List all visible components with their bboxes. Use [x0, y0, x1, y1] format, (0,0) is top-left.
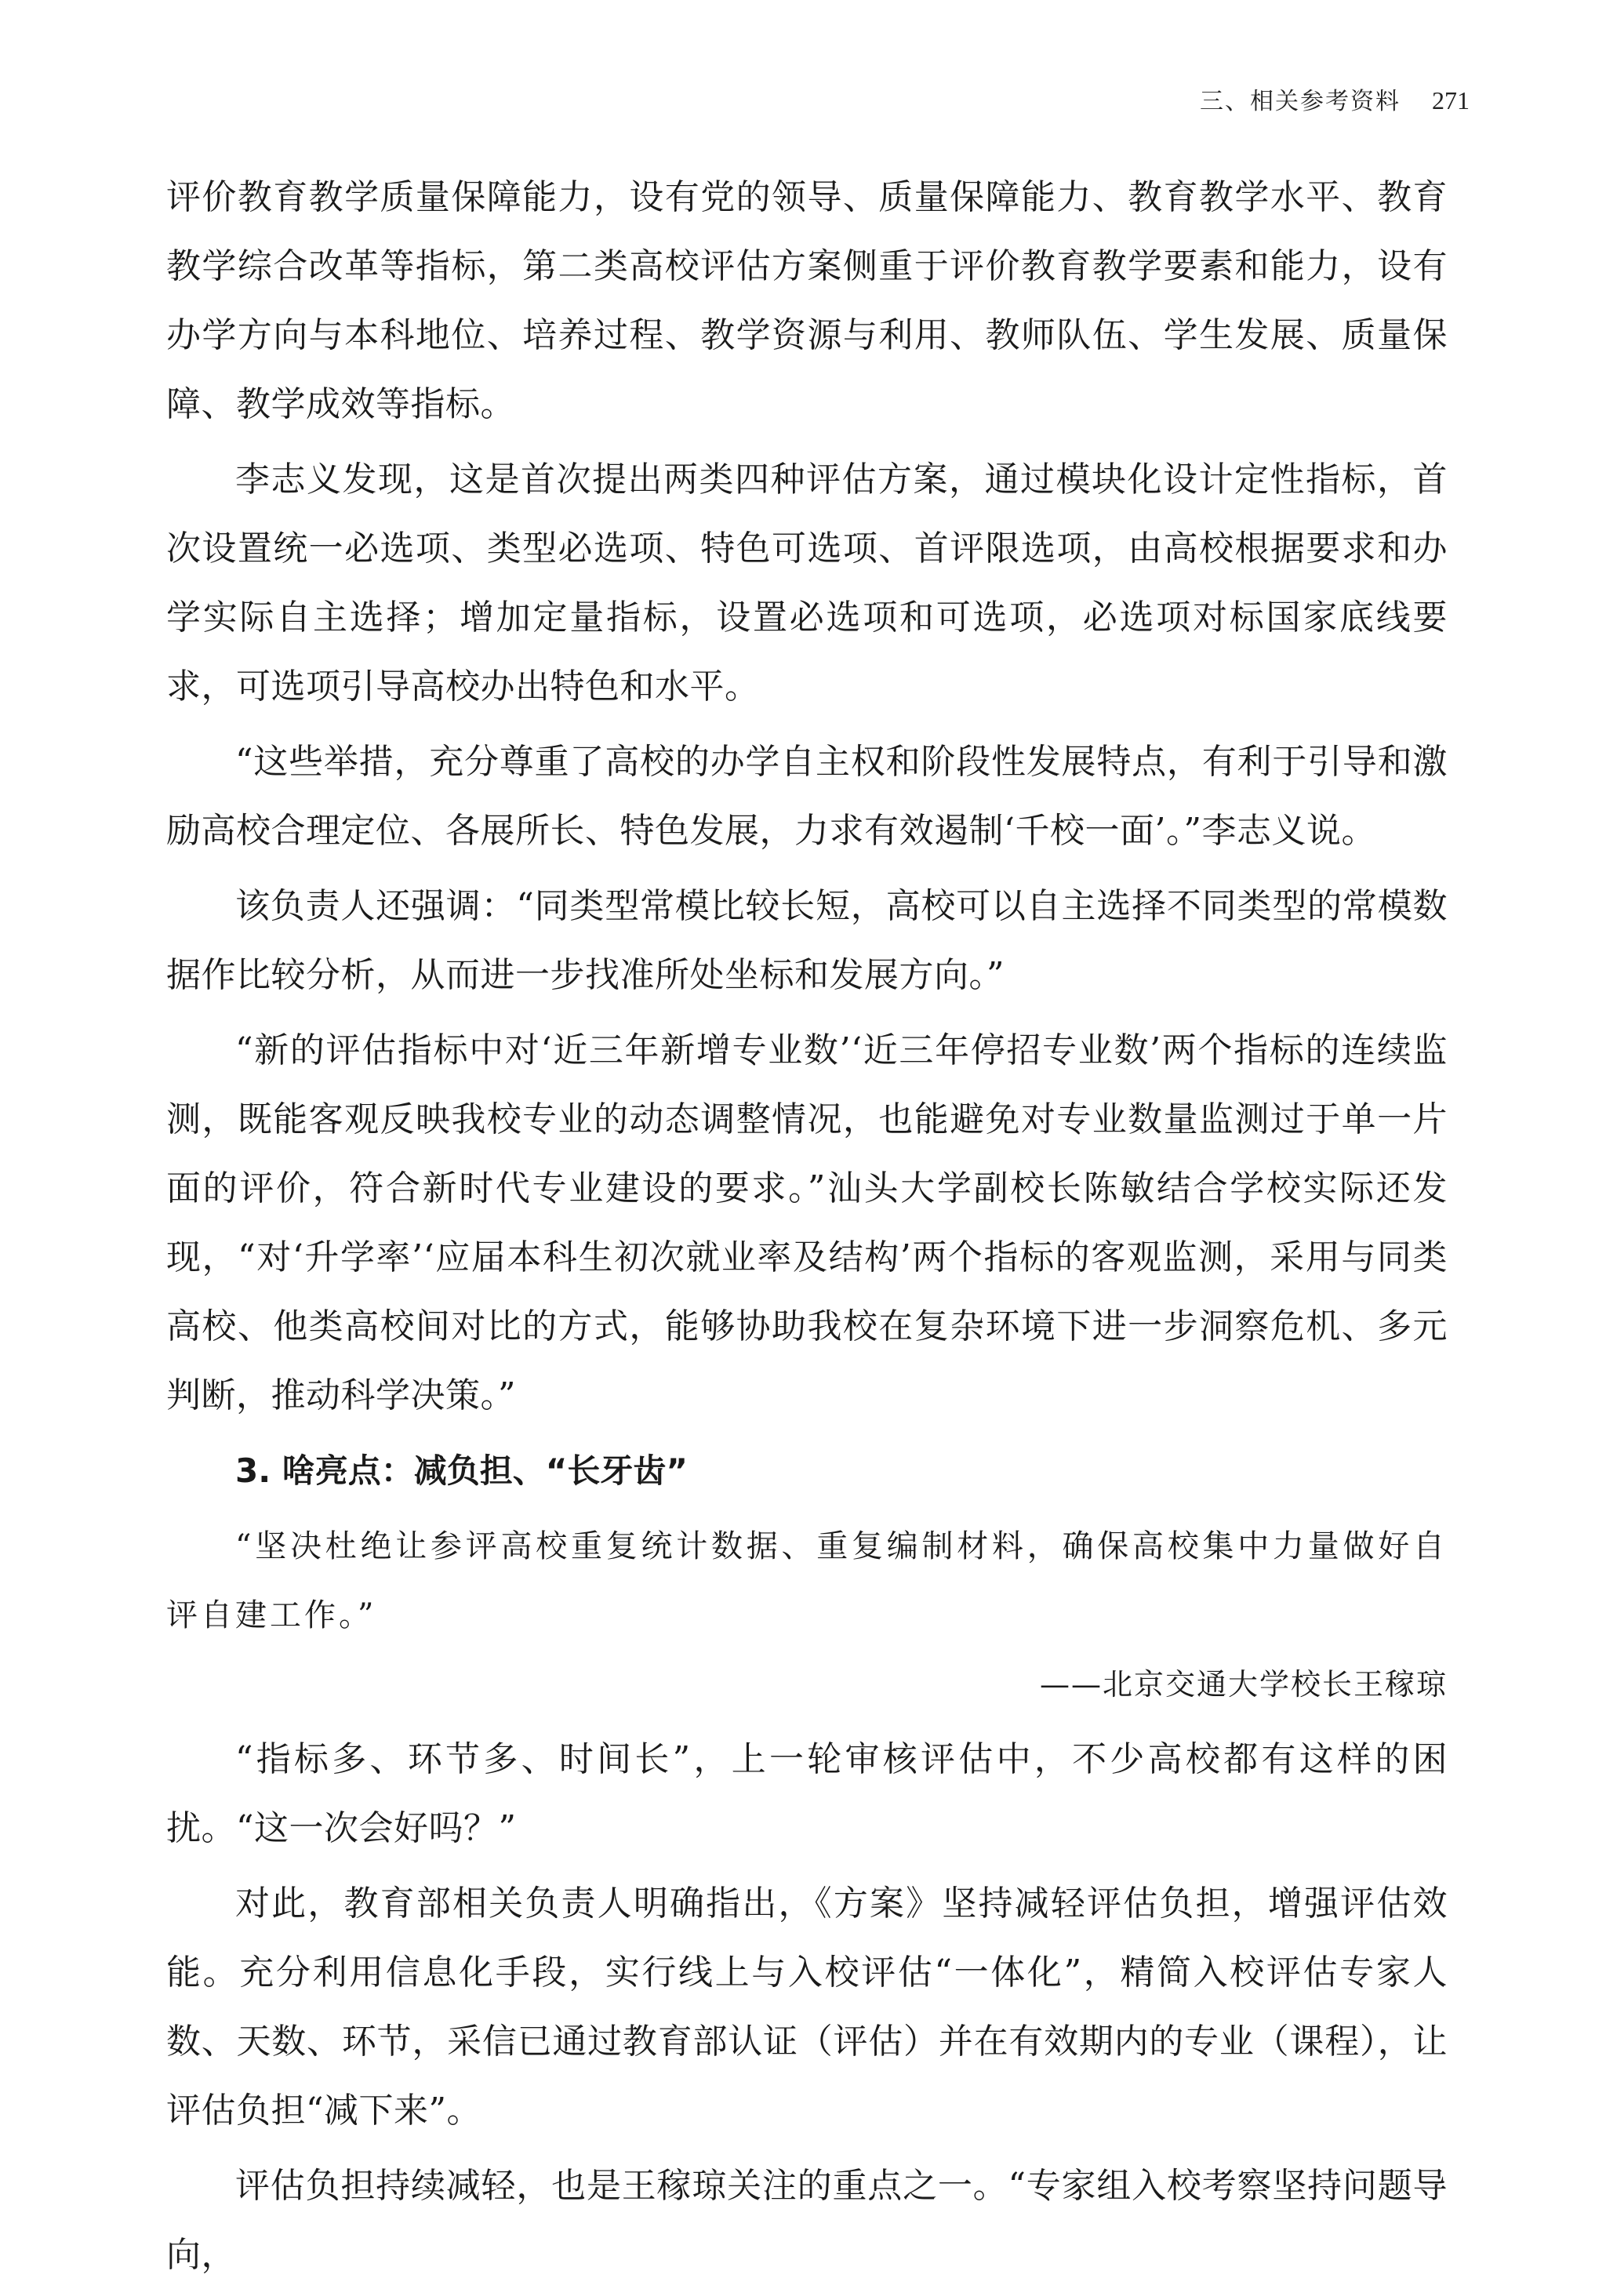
paragraph: 李志义发现，这是首次提出两类四种评估方案，通过模块化设计定性指标，首次设置统一必选项、类型必选项、特色可选项、首评限选项，由高校根据要求和办学实际自主选择；增加定量指标，设置必选项和可选项，必选项对标国家底线要求，可选项引导高校办出特色和水平。 [166, 460, 1448, 707]
section-title: 三、相关参考资料 [1200, 88, 1401, 115]
paragraph: “新的评估指标中对‘近三年新增专业数’‘近三年停招专业数’两个指标的连续监测，既能客观反映我校专业的动态调整情况，也能避免对专业数量监测过于单一片面的评价，符合新时代专业建设的要求。”汕头大学副校长陈敏结合学校实际还发现，“对‘升学率’‘应届本科生初次就业率及结构’两个指标的客观监测，采用与同类高校、他类高校间对比的方式，能够协助我校在复杂环境下进一步洞察危机、多元判断，推动科学决策。” [166, 1030, 1448, 1415]
paragraph: 评估负担持续减轻，也是王稼琼关注的重点之一。“专家组入校考察坚持问题导向， [166, 2166, 1448, 2275]
block-quote: “坚决杜绝让参评高校重复统计数据、重复编制材料，确保高校集中力量做好自评自建工作。” [166, 1528, 1448, 1633]
section-heading: 3. 啥亮点：减负担、“长牙齿” [235, 1451, 689, 1490]
body-text [166, 163, 1448, 2296]
paragraph: “这些举措，充分尊重了高校的办学自主权和阶段性发展特点，有利于引导和激励高校合理定位、各展所长、特色发展，力求有效遏制‘千校一面’。”李志义说。 [166, 742, 1448, 851]
paragraph: 评价教育教学质量保障能力，设有党的领导、质量保障能力、教育教学水平、教育教学综合改革等指标，第二类高校评估方案侧重于评价教育教学要素和能力，设有办学方向与本科地位、培养过程、教学资源与利用、教师队伍、学生发展、质量保障、教学成效等指标。 [166, 177, 1448, 424]
running-header [1200, 82, 1470, 116]
paragraph: “指标多、环节多、时间长”，上一轮审核评估中，不少高校都有这样的困扰。“这一次会好吗？” [166, 1739, 1448, 1848]
paragraph: 该负责人还强调：“同类型常模比较长短，高校可以自主选择不同类型的常模数据作比较分析，从而进一步找准所处坐标和发展方向。” [166, 886, 1448, 995]
quote-attribution: ——北京交通大学校长王稼琼 [1039, 1667, 1448, 1702]
paragraph: 对此，教育部相关负责人明确指出，《方案》坚持减轻评估负担，增强评估效能。充分利用信息化手段，实行线上与入校评估“一体化”，精简入校评估专家人数、天数、环节，采信已通过教育部认证（评估）并在有效期内的专业（课程），让评估负担“减下来”。 [166, 1884, 1448, 2131]
page-number: 271 [1432, 86, 1470, 114]
